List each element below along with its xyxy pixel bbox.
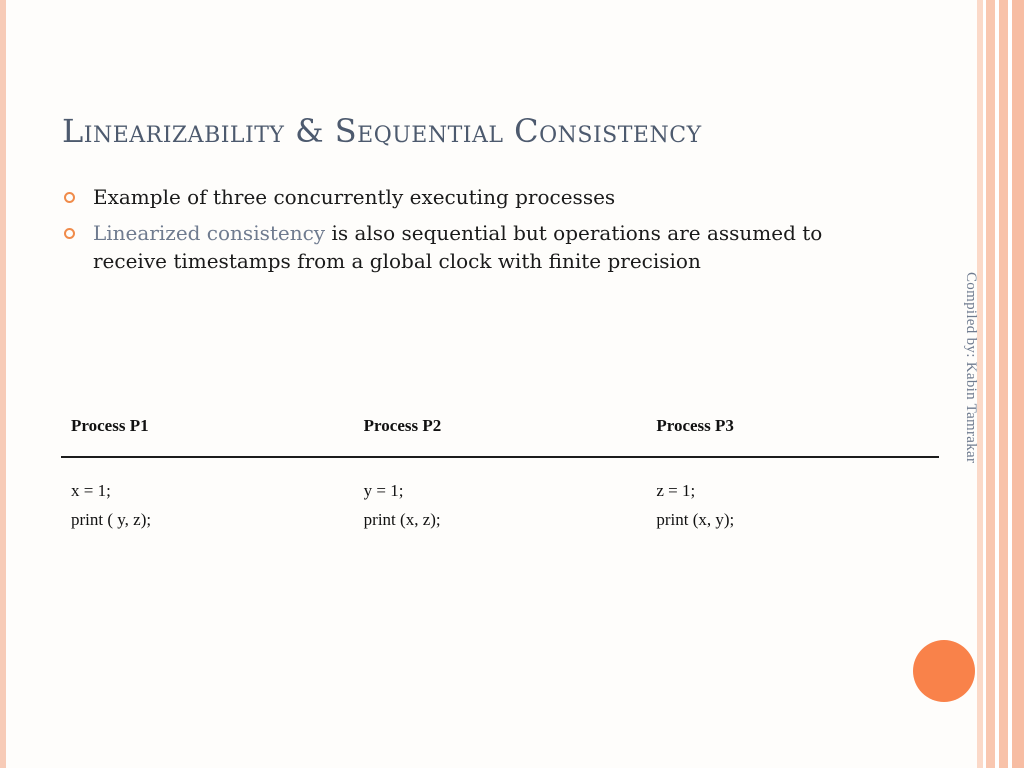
bullet-text: Example of three concurrently executing processes [93,185,616,209]
bullet-circle-icon [64,228,75,239]
author-credit: Compiled by: Kabin Tamrakar [963,272,979,464]
bullet-item [62,183,842,211]
decorative-circle [913,640,975,702]
bullet-list [62,183,842,283]
decorative-stripe [1012,0,1024,768]
table-cell: print (x, y); [656,509,735,529]
table-cell: x = 1; [71,480,111,500]
table-header-row [61,405,939,447]
process-table [61,405,939,534]
highlighted-term: Linearized consistency [93,221,326,245]
table-divider [61,456,939,458]
column-header: Process P2 [363,416,442,435]
decorative-stripe [986,0,995,768]
table-cell: print ( y, z); [71,509,152,529]
bullet-item [62,219,842,275]
bullet-text: is also sequential but operations are assumed to receive timestamps from a global clock with finite precision [93,221,823,273]
table-cell: y = 1; [363,480,404,500]
column-header: Process P3 [656,416,734,435]
decorative-stripe [999,0,1008,768]
bullet-circle-icon [64,192,75,203]
table-row [61,476,939,505]
table-cell: print (x, z); [363,509,441,529]
slide-title: Linearizability & Sequential Consistency [62,112,702,150]
column-header: Process P1 [71,416,149,435]
table-row [61,505,939,534]
table-cell: z = 1; [656,480,696,500]
